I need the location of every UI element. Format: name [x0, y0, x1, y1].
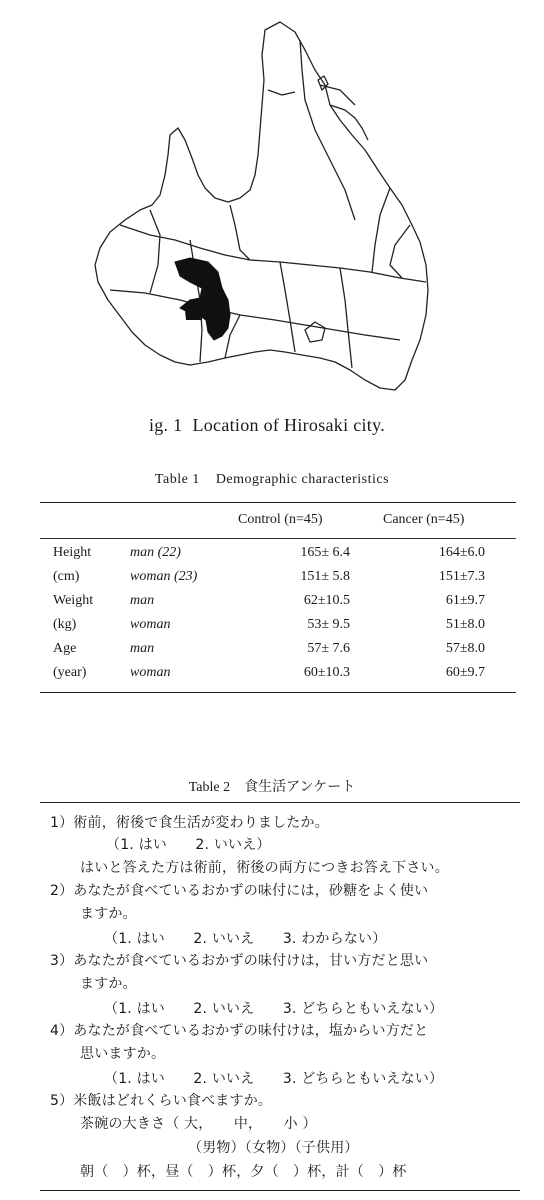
row-label: Height [53, 545, 92, 560]
row-sex: man [130, 593, 155, 608]
boundary-1 [120, 225, 426, 282]
row-control-value: 165± 6.4 [300, 545, 350, 560]
table-row [40, 593, 516, 615]
row-control-value: 57± 7.6 [307, 641, 350, 656]
questionnaire-line: ますか。 [80, 976, 137, 992]
questionnaire-line: 朝（ ）杯，昼（ ）杯，夕（ ）杯，計（ ）杯 [80, 1164, 407, 1180]
figure-caption-text: Location of Hirosaki city. [192, 415, 386, 435]
row-label: (kg) [53, 617, 77, 632]
table2-caption [0, 776, 544, 796]
boundary-5 [340, 268, 352, 368]
row-sex: man (22) [130, 545, 181, 560]
row-label: (year) [53, 665, 87, 680]
table1-top-rule [40, 502, 516, 503]
questionnaire-line: （男物）（女物）（子供用） [188, 1140, 359, 1156]
row-cancer-value: 164±6.0 [438, 545, 485, 560]
table1-header-rule [40, 538, 516, 539]
row-control-value: 53± 9.5 [307, 617, 350, 632]
boundary-7 [300, 40, 355, 220]
aomori-prefecture-map-svg [90, 10, 460, 395]
row-label: Weight [53, 593, 94, 608]
row-cancer-value: 60±9.7 [445, 665, 485, 680]
hirosaki-location-map [90, 10, 460, 395]
table2-label: Table 2 [188, 780, 231, 795]
figure-label: ig. 1 [148, 415, 183, 435]
row-cancer-value: 151±7.3 [438, 569, 485, 584]
questionnaire-line: 3）あなたが食べているおかずの味付けは，甘い方だと思い [50, 953, 429, 969]
boundary-6 [372, 188, 390, 272]
questionnaire-line: 2）あなたが食べているおかずの味付には，砂糖をよく使い [50, 883, 429, 899]
boundary-9 [230, 205, 250, 260]
questionnaire-line: はいと答えた方は術前，術後の両方につきお答え下さい。 [80, 860, 449, 876]
row-sex: woman [130, 617, 171, 632]
row-control-value: 60±10.3 [303, 665, 350, 680]
questionnaire-line: 茶碗の大きさ（ 大， 中， 小 ） [80, 1116, 317, 1132]
table1-caption [0, 472, 544, 488]
row-label: Age [53, 641, 77, 656]
row-control-value: 151± 5.8 [300, 569, 350, 584]
prefecture-outline [95, 22, 428, 390]
table1-header-row [40, 512, 516, 534]
table1-title: Demographic characteristics [215, 472, 390, 487]
table-row [40, 545, 516, 567]
table-row [40, 641, 516, 663]
boundary-13 [268, 90, 295, 95]
table2-top-rule [40, 802, 520, 803]
table1-header-control: Control (n=45) [238, 512, 323, 527]
figure-caption [0, 415, 544, 436]
questionnaire-line: （1. はい 2. いいえ 3. どちらともいえない） [104, 1001, 444, 1017]
questionnaire-line: （1. はい 2. いいえ 3. どちらともいえない） [104, 1071, 444, 1087]
row-label: (cm) [53, 569, 80, 584]
questionnaire-line: （1. はい 2. いいえ） [106, 837, 271, 853]
row-sex: woman [130, 665, 171, 680]
table1-header-cancer: Cancer (n=45) [383, 512, 465, 527]
hirosaki-region-highlight [175, 258, 230, 340]
table2-title: 食生活アンケート [244, 780, 356, 795]
boundary-10 [390, 225, 410, 278]
boundary-4 [280, 262, 295, 352]
row-cancer-value: 57±8.0 [445, 641, 485, 656]
row-cancer-value: 61±9.7 [445, 593, 485, 608]
table-row [40, 617, 516, 639]
table-row [40, 569, 516, 591]
table2-bottom-rule [40, 1190, 520, 1191]
table1-label: Table 1 [154, 472, 200, 487]
peninsula-east [330, 105, 368, 140]
boundary-2 [110, 290, 400, 340]
questionnaire-line: （1. はい 2. いいえ 3. わからない） [104, 931, 387, 947]
row-sex: man [130, 641, 155, 656]
row-cancer-value: 51±8.0 [445, 617, 485, 632]
questionnaire-line: 4）あなたが食べているおかずの味付けは，塩からい方だと [50, 1023, 429, 1039]
questionnaire-line: 1）術前，術後で食生活が変わりましたか。 [50, 815, 329, 831]
boundary-8 [150, 210, 160, 293]
row-sex: woman (23) [130, 569, 198, 584]
questionnaire-line: 5）米飯はどれくらい食べますか。 [50, 1093, 273, 1109]
table-row [40, 665, 516, 687]
questionnaire-line: ますか。 [80, 906, 137, 922]
questionnaire-line: 思いますか。 [80, 1046, 166, 1062]
row-control-value: 62±10.5 [303, 593, 350, 608]
table1-bottom-rule [40, 692, 516, 693]
